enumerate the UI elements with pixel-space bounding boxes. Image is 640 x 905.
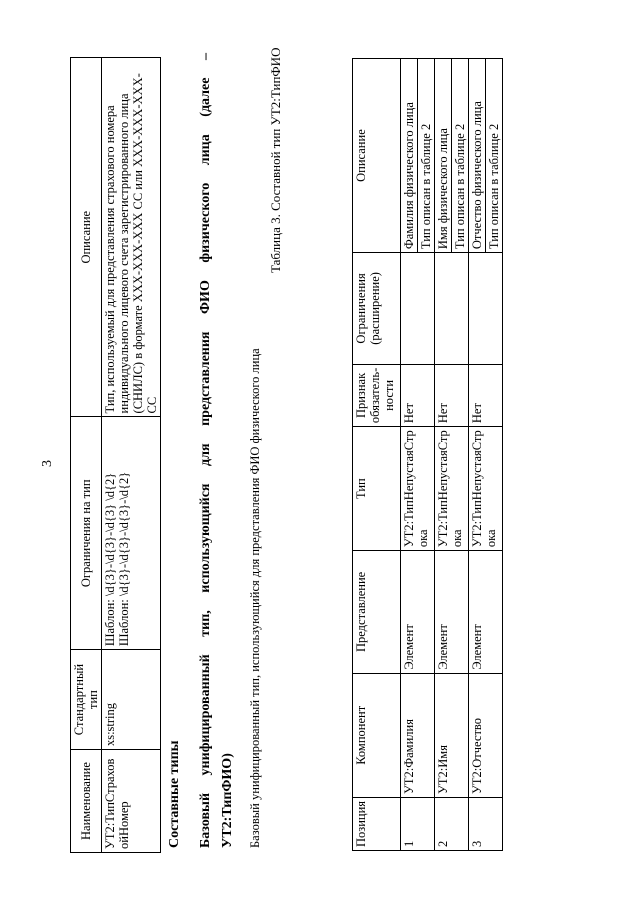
cell-component: УТ2:Имя xyxy=(435,673,469,797)
cell-required: Нет xyxy=(435,364,469,426)
cell-name: УТ2:ТипСтраховойНомер xyxy=(102,750,161,853)
cell-representation: Элемент xyxy=(401,551,435,674)
cell-std-type: xs:string xyxy=(102,650,161,750)
table3-caption: Таблица 3. Составной тип УТ2:ТипФИО xyxy=(268,47,283,273)
header-desc: Описание xyxy=(353,59,401,253)
header-position: Позиция xyxy=(353,797,401,850)
base-type-bold-line1: Базовый унифицированный тип, использующийся для представления ФИО физического лица (далее – xyxy=(198,53,213,848)
base-type-bold-line2: УТ2:ТипФИО) xyxy=(220,753,235,848)
header-representation: Представление xyxy=(353,551,401,674)
cell-desc xyxy=(435,59,469,253)
cell-type: УТ2:ТипНепустаяСтрока xyxy=(401,427,435,551)
cell-desc xyxy=(469,59,503,253)
cell-required: Нет xyxy=(469,364,503,426)
cell-component: УТ2:Отчество xyxy=(469,673,503,797)
cell-representation: Элемент xyxy=(469,551,503,674)
cell-required: Нет xyxy=(401,364,435,426)
cell-limits xyxy=(469,253,503,365)
cell-desc xyxy=(401,59,435,253)
base-type-description: Базовый унифицированный тип, использующийся для представления ФИО физического лица xyxy=(248,348,262,848)
constraint-1: Шаблон: \d{3}-\d{3}-\d{3} \d{2} xyxy=(103,472,117,647)
standard-type-table xyxy=(70,57,161,853)
header-constraints: Ограничения на тип xyxy=(71,417,102,650)
desc-line1: Отчество физического лица xyxy=(469,59,486,252)
cell-position: 2 xyxy=(435,797,469,850)
fio-type-table xyxy=(352,58,503,851)
cell-limits xyxy=(435,253,469,365)
cell-constraints xyxy=(102,417,161,650)
table-row xyxy=(401,59,435,851)
cell-representation: Элемент xyxy=(435,551,469,674)
cell-type: УТ2:ТипНепустаяСтрока xyxy=(435,427,469,551)
cell-component: УТ2:Фамилия xyxy=(401,673,435,797)
cell-description: Тип, используемый для представления страхового номера индивидуального лицевого счета зарегистрированного лица (СНИЛС) в формате XXX-XXX-XXX CC или XXX-XXX-XXX-CC xyxy=(102,58,161,417)
table-header-row xyxy=(353,59,401,851)
cell-type: УТ2:ТипНепустаяСтрока xyxy=(469,427,503,551)
desc-line1: Имя физического лица xyxy=(435,59,452,252)
header-limits: Ограничения (расширение) xyxy=(353,253,401,365)
cell-position: 1 xyxy=(401,797,435,850)
desc-line2: Тип описан в таблице 2 xyxy=(453,123,467,250)
header-required: Признак обязатель-ности xyxy=(353,364,401,426)
header-component: Компонент xyxy=(353,673,401,797)
table-row xyxy=(469,59,503,851)
cell-position: 3 xyxy=(469,797,503,850)
page-number: 3 xyxy=(40,460,55,467)
table-header-row xyxy=(71,58,102,853)
header-name: Наименование xyxy=(71,750,102,853)
constraint-2: Шаблон: \d{3}-\d{3}-\d{3}-\d{2} xyxy=(117,471,131,647)
header-description: Описание xyxy=(71,58,102,417)
desc-line2: Тип описан в таблице 2 xyxy=(419,123,433,250)
header-std-type: Стандартный тип xyxy=(71,650,102,750)
desc-line2: Тип описан в таблице 2 xyxy=(487,123,501,250)
section-heading: Составные типы xyxy=(167,740,182,848)
header-type: Тип xyxy=(353,427,401,551)
cell-limits xyxy=(401,253,435,365)
desc-line1: Фамилия физического лица xyxy=(401,59,418,252)
table-row xyxy=(102,58,161,853)
table-row xyxy=(435,59,469,851)
